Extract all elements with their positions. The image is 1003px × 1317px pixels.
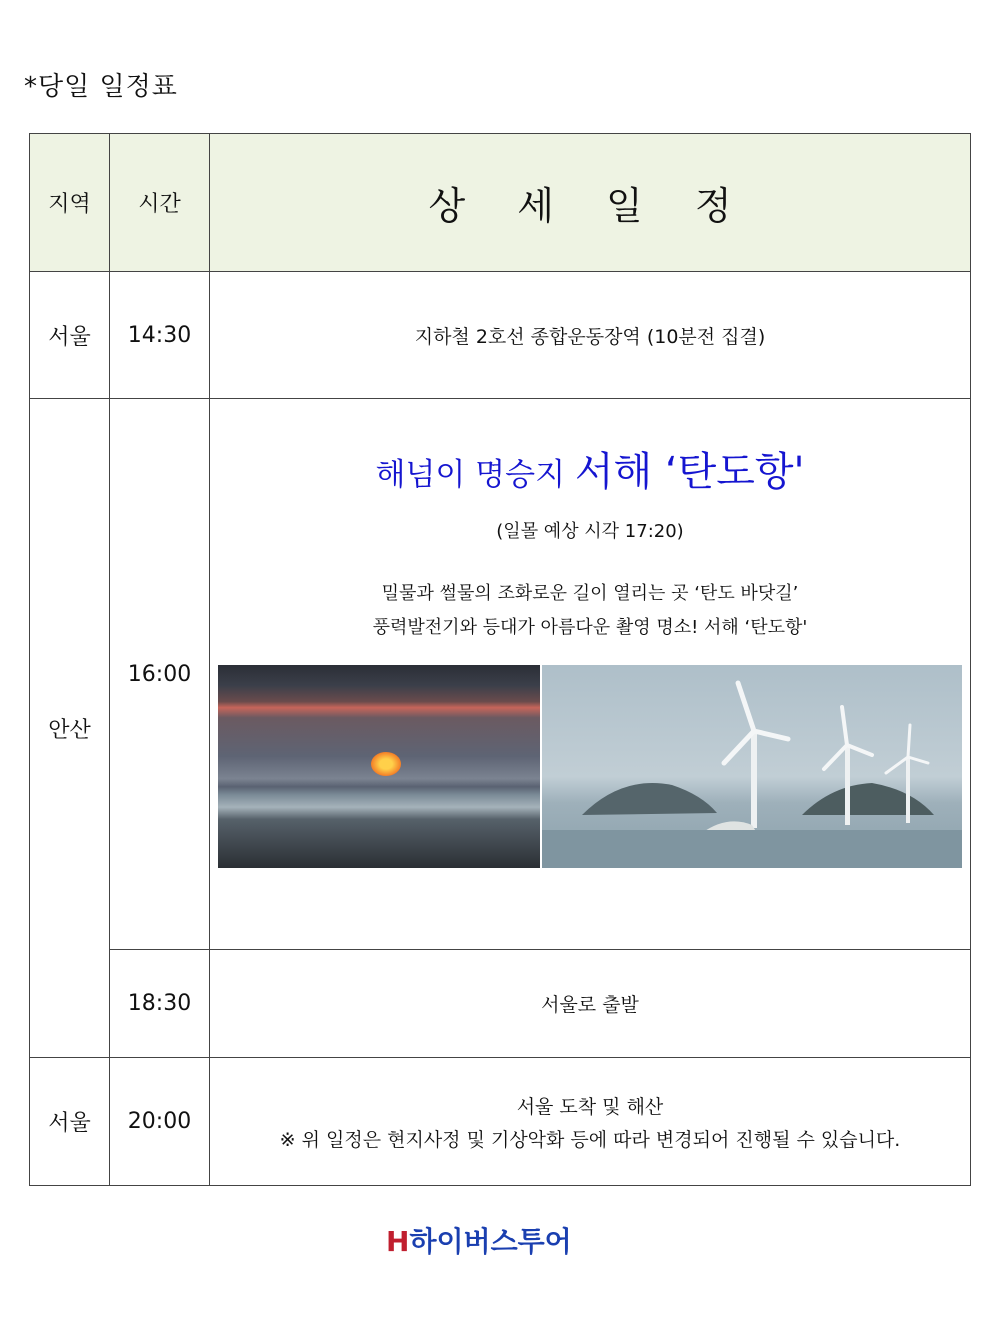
schedule-table: [29, 133, 971, 1186]
photo-strip: [210, 665, 970, 868]
sun-shape: [371, 752, 401, 776]
description-line: 풍력발전기와 등대가 아름다운 촬영 명소! 서해 ‘탄도항': [372, 617, 808, 638]
detail-cell: 지하철 2호선 종합운동장역 (10분전 집결): [210, 272, 971, 399]
header-region: 지역: [30, 134, 110, 272]
description-line: 밀물과 썰물의 조화로운 길이 열리는 곳 ‘탄도 바닷길’: [381, 583, 799, 604]
detail-cell: [210, 399, 971, 950]
table-row: [30, 1058, 971, 1186]
time-cell: 14:30: [110, 272, 210, 399]
table-row: [30, 272, 971, 399]
notice-line: ※ 위 일정은 현지사정 및 기상악화 등에 따라 변경되어 진행될 수 있습니다.: [279, 1128, 901, 1151]
logo-text: 하이버스투어: [409, 1225, 572, 1258]
time-cell: 20:00: [110, 1058, 210, 1186]
destination-description: [210, 577, 970, 645]
detail-line: 서울 도착 및 해산: [516, 1095, 664, 1118]
table-row: [30, 399, 971, 950]
wind-turbine-illustration: [542, 665, 962, 868]
region-cell: 서울: [30, 272, 110, 399]
page-title: *당일 일정표: [24, 72, 178, 102]
time-cell: 16:00: [110, 399, 210, 950]
logo-mark: H: [386, 1225, 410, 1258]
sunset-time-note: (일몰 예상 시각 17:20): [496, 521, 684, 542]
region-cell: 서울: [30, 1058, 110, 1186]
sunset-photo: [218, 665, 540, 868]
table-header-row: [30, 134, 971, 272]
headline-part2: 서해 ‘탄도항': [574, 449, 805, 495]
detail-cell: 서울로 출발: [210, 950, 971, 1058]
time-cell: 18:30: [110, 950, 210, 1058]
company-logo: [386, 1220, 572, 1260]
table-row: [30, 950, 971, 1058]
region-cell: 안산: [30, 399, 110, 1058]
headline-part1: 해넘이 명승지: [375, 457, 575, 493]
header-detail: 상 세 일 정: [210, 134, 971, 272]
destination-headline: [210, 440, 970, 497]
header-time: 시간: [110, 134, 210, 272]
wind-turbine-photo: [542, 665, 962, 868]
detail-cell: [210, 1058, 971, 1186]
